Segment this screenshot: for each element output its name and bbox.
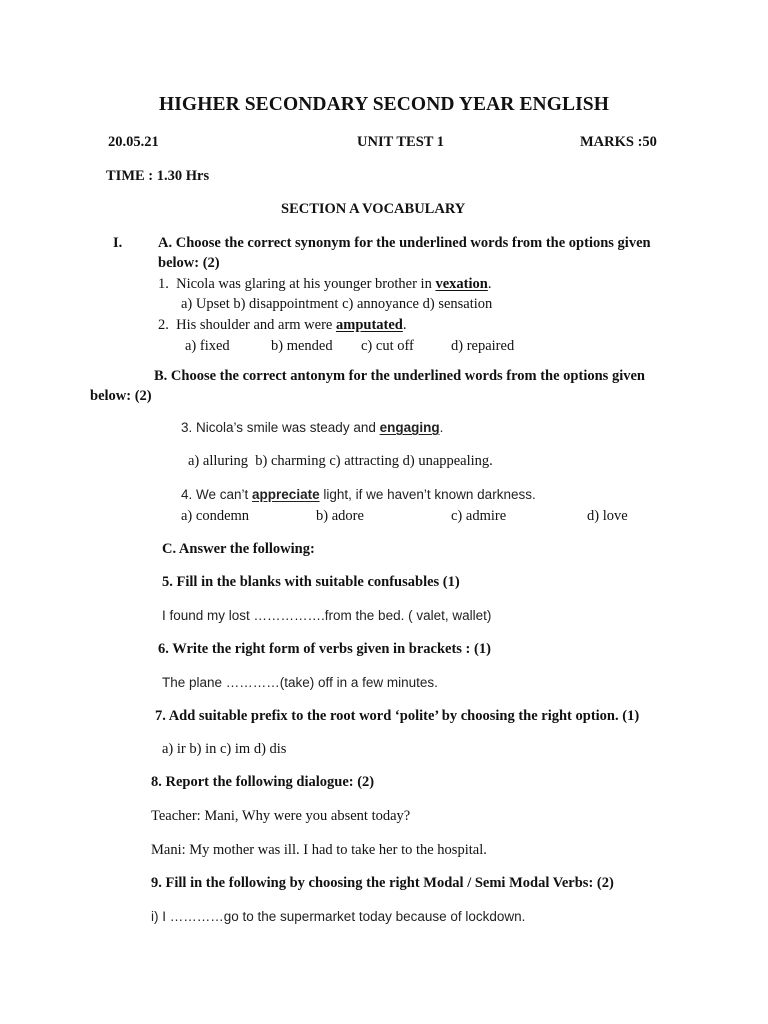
paper-title: HIGHER SECONDARY SECOND YEAR ENGLISH [158, 94, 610, 115]
synonym-instruction: A. Choose the correct synonym for the underlined words from the options given [158, 235, 651, 251]
question-6-heading: 6. Write the right form of verbs given in brackets : (1) [158, 641, 491, 657]
part-c-heading: C. Answer the following: [162, 541, 315, 557]
question-5-text: I found my lost …………….from the bed. ( valet, wallet) [162, 608, 492, 623]
question-4: 4. We can’t appreciate light, if we haven’t known darkness. [181, 487, 536, 502]
question-number: 1. [158, 276, 169, 292]
option: c) attracting [329, 453, 399, 469]
underlined-word: appreciate [252, 487, 320, 502]
underlined-word: amputated [335, 317, 403, 333]
option: b) in [189, 741, 217, 757]
part-numeral: I. [113, 235, 123, 251]
option: c) cut off [361, 338, 414, 354]
option: d) sensation [422, 296, 493, 312]
dialogue-line-teacher: Teacher: Mani, Why were you absent today? [151, 808, 411, 824]
question-9-heading: 9. Fill in the following by choosing the right Modal / Semi Modal Verbs: (2) [151, 875, 614, 891]
question-9-text: i) I …………go to the supermarket today because of lockdown. [151, 909, 526, 924]
question-1-options [181, 296, 492, 313]
exam-duration: TIME : 1.30 Hrs [106, 168, 210, 184]
underlined-word: vexation [435, 276, 488, 292]
option: b) charming [255, 453, 326, 469]
option: b) disappointment [233, 296, 339, 312]
total-marks: MARKS :50 [580, 134, 657, 150]
question-3: 3. Nicola’s smile was steady and engaging. [181, 420, 444, 435]
antonym-instruction-cont: below: (2) [90, 388, 152, 404]
option: c) admire [451, 508, 507, 524]
section-heading: SECTION A VOCABULARY [281, 201, 466, 217]
option: d) love [587, 508, 628, 524]
option: d) repaired [451, 338, 515, 354]
question-7-heading: 7. Add suitable prefix to the root word ‘polite’ by choosing the right option. (1) [155, 708, 640, 724]
option: a) Upset [181, 296, 230, 312]
exam-date: 20.05.21 [108, 134, 159, 150]
dialogue-line-mani: Mani: My mother was ill. I had to take her to the hospital. [151, 842, 487, 858]
option: b) mended [271, 338, 333, 354]
synonym-instruction-cont: below: (2) [158, 255, 220, 271]
option: d) unappealing. [402, 453, 493, 469]
option: d) dis [253, 741, 287, 757]
option: a) alluring [188, 453, 248, 469]
question-6-text: The plane …………(take) off in a few minutes. [162, 675, 438, 690]
question-3-options [188, 453, 493, 470]
option: a) condemn [181, 508, 250, 524]
question-2: 2. His shoulder and arm were amputated. [158, 317, 407, 333]
question-number: 2. [158, 317, 169, 333]
underlined-word: engaging [379, 420, 440, 435]
option: b) adore [316, 508, 364, 524]
question-1: 1. Nicola was glaring at his younger brother in vexation. [158, 276, 492, 292]
antonym-instruction: B. Choose the correct antonym for the underlined words from the options given [154, 368, 645, 384]
option: a) fixed [185, 338, 230, 354]
question-5-heading: 5. Fill in the blanks with suitable confusables (1) [162, 574, 460, 590]
option: c) annoyance [342, 296, 419, 312]
option: a) ir [162, 741, 186, 757]
test-name: UNIT TEST 1 [357, 134, 445, 150]
question-8-heading: 8. Report the following dialogue: (2) [151, 774, 375, 790]
question-7-options [162, 741, 286, 758]
option: c) im [219, 741, 251, 757]
